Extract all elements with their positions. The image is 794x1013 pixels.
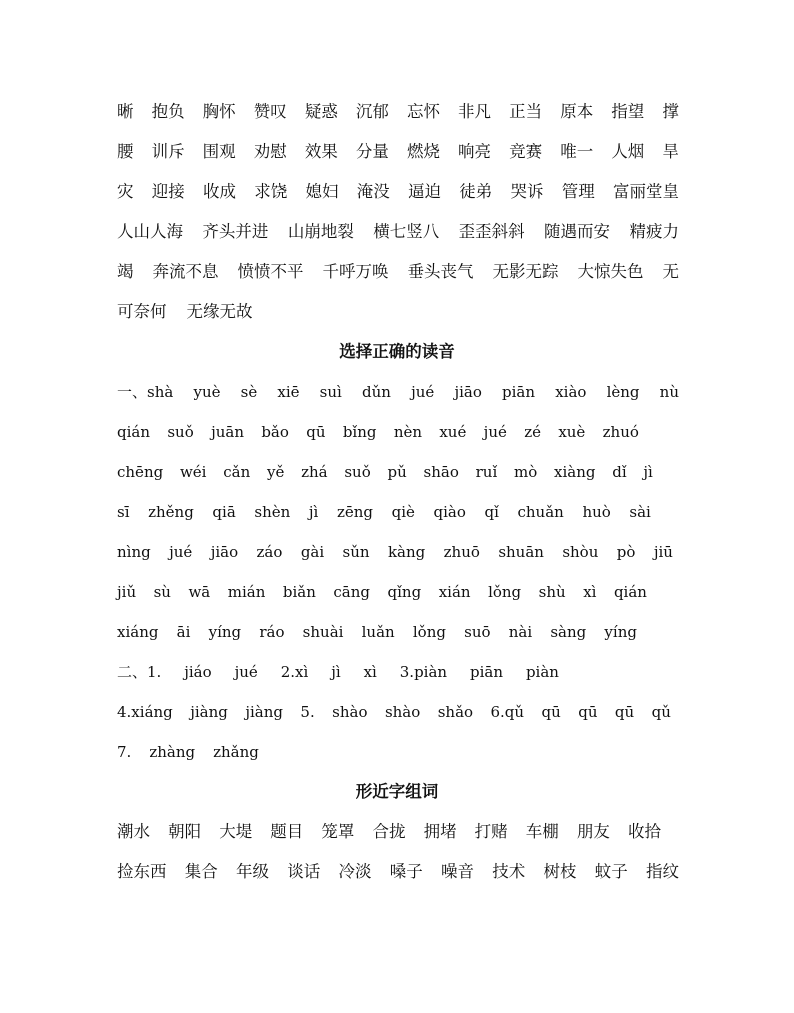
word-item: qū xyxy=(614,703,635,721)
vocab-line-3 xyxy=(117,180,679,204)
word-item: qǐng xyxy=(387,583,422,601)
word-item: 7. xyxy=(117,743,132,761)
word-item: āi xyxy=(176,623,191,641)
word-item: 一、shà xyxy=(117,383,174,401)
word-item: qián xyxy=(117,423,151,441)
word-item: 大惊失色 xyxy=(577,262,644,281)
word-item: 齐头并进 xyxy=(202,222,269,241)
word-item: 无 xyxy=(662,262,679,281)
word-item: 捡东西 xyxy=(117,862,167,881)
word-item: 指望 xyxy=(611,102,645,121)
word-item: 沉郁 xyxy=(355,102,389,121)
word-item: 歪歪斜斜 xyxy=(458,222,525,241)
word-item: 无影无踪 xyxy=(492,262,559,281)
word-item: zhàng xyxy=(149,743,196,761)
word-item: 赞叹 xyxy=(253,102,287,121)
word-item: qǔ xyxy=(651,703,671,721)
word-item: 燃烧 xyxy=(406,142,440,161)
section-heading-pronunciation: 选择正确的读音 xyxy=(339,342,455,361)
word-item: nù xyxy=(659,383,679,401)
word-item: xiàng xyxy=(554,463,596,481)
word-item: qiào xyxy=(433,503,466,521)
word-item: 收拾 xyxy=(627,822,661,841)
word-item: wā xyxy=(188,583,211,601)
word-item: jiāo xyxy=(210,543,239,561)
word-item: sī xyxy=(117,503,130,521)
word-item: bǎo xyxy=(261,423,289,441)
word-item: chēng xyxy=(117,463,164,481)
word-item: nài xyxy=(508,623,533,641)
word-item: qǐ xyxy=(484,503,499,521)
word-item: 打赌 xyxy=(474,822,508,841)
word-item: 唯一 xyxy=(560,142,594,161)
word-item: 响亮 xyxy=(458,142,492,161)
word-item: 集合 xyxy=(184,862,218,881)
word-item: 管理 xyxy=(561,182,595,201)
word-item: 灾 xyxy=(117,182,134,201)
word-item: 效果 xyxy=(304,142,338,161)
word-item: xì xyxy=(583,583,597,601)
word-line-1 xyxy=(117,820,661,844)
word-item: qū xyxy=(541,703,561,721)
word-item: piān xyxy=(470,663,504,681)
word-item: 4.xiáng xyxy=(117,703,173,721)
word-item: qū xyxy=(578,703,598,721)
word-item: jì xyxy=(643,463,653,481)
word-item: sǔn xyxy=(342,543,370,561)
word-item: zhá xyxy=(301,463,328,481)
word-item: xuè xyxy=(558,423,586,441)
word-item: xì xyxy=(363,663,377,681)
word-item: 噪音 xyxy=(441,862,474,881)
word-item: gài xyxy=(300,543,325,561)
word-item: 3.piàn xyxy=(399,663,448,681)
word-item: xián xyxy=(438,583,471,601)
word-item: qiā xyxy=(212,503,236,521)
word-item: suō xyxy=(464,623,491,641)
pinyin-line-9 xyxy=(117,700,671,724)
word-item: 朝阳 xyxy=(168,822,202,841)
word-item: juān xyxy=(211,423,244,441)
word-item: kàng xyxy=(387,543,426,561)
word-item: dǐ xyxy=(612,463,627,481)
word-item: 腰 xyxy=(117,142,134,161)
word-item: 撑 xyxy=(662,102,679,121)
pinyin-line-7 xyxy=(117,620,637,644)
word-item: yíng xyxy=(604,623,637,641)
word-item: 二、1. xyxy=(117,663,162,681)
word-item: ráo xyxy=(259,623,285,641)
word-item: 淹没 xyxy=(356,182,390,201)
pinyin-line-3 xyxy=(117,460,653,484)
word-item: jiāo xyxy=(454,383,482,401)
word-item: zé xyxy=(524,423,541,441)
word-item: 迎接 xyxy=(151,182,185,201)
word-item: 车棚 xyxy=(525,822,559,841)
word-item: 谈话 xyxy=(287,862,321,881)
word-item: shuān xyxy=(498,543,544,561)
word-item: ruǐ xyxy=(475,463,498,481)
word-item: yíng xyxy=(208,623,242,641)
word-item: 随遇而安 xyxy=(544,222,611,241)
word-item: 横七竖八 xyxy=(373,222,440,241)
word-item: 非凡 xyxy=(458,102,492,121)
word-item: 疑惑 xyxy=(304,102,338,121)
word-item: 忘怀 xyxy=(406,102,440,121)
word-item: qū xyxy=(306,423,326,441)
word-item: 精疲力 xyxy=(629,222,679,241)
word-item: 合拢 xyxy=(372,822,406,841)
word-item: jiáo xyxy=(184,663,212,681)
word-item: 哭诉 xyxy=(510,182,544,201)
word-item: jiū xyxy=(653,543,673,561)
word-item: 技术 xyxy=(492,862,526,881)
word-item: 媳妇 xyxy=(305,182,339,201)
word-item: shǎo xyxy=(437,703,474,721)
word-item: 原本 xyxy=(560,102,594,121)
word-item: luǎn xyxy=(361,623,395,641)
word-item: zēng xyxy=(336,503,373,521)
word-item: 竭 xyxy=(117,262,134,281)
word-item: lèng xyxy=(606,383,640,401)
pinyin-line-4 xyxy=(117,500,651,524)
word-item: jué xyxy=(234,663,258,681)
pinyin-line-5 xyxy=(117,540,673,564)
word-item: jiǔ xyxy=(117,583,137,601)
word-item: sàng xyxy=(550,623,587,641)
word-item: 围观 xyxy=(202,142,236,161)
word-item: 晰 xyxy=(117,102,134,121)
word-item: 潮水 xyxy=(117,822,150,841)
pinyin-line-2 xyxy=(117,420,639,444)
word-item: yuè xyxy=(193,383,221,401)
word-item: shòu xyxy=(562,543,599,561)
word-item: chuǎn xyxy=(517,503,564,521)
word-item: nìng xyxy=(117,543,151,561)
word-item: 年级 xyxy=(236,862,269,881)
word-item: lǒng xyxy=(412,623,446,641)
word-item: zhǎng xyxy=(213,743,259,761)
word-item: qiè xyxy=(391,503,415,521)
word-item: 冷淡 xyxy=(338,862,372,881)
vocab-line-4 xyxy=(117,220,679,244)
word-item: jì xyxy=(308,503,319,521)
word-item: jué xyxy=(169,543,193,561)
word-item: piān xyxy=(502,383,536,401)
word-item: shèn xyxy=(254,503,291,521)
word-item: sù xyxy=(153,583,171,601)
word-item: xiáng xyxy=(117,623,159,641)
word-item: 2.xì xyxy=(280,663,309,681)
word-item: 旱 xyxy=(662,142,679,161)
word-item: 题目 xyxy=(270,822,304,841)
word-item: 富丽堂皇 xyxy=(613,182,679,201)
word-item: mián xyxy=(227,583,266,601)
word-item: 指纹 xyxy=(646,862,679,881)
word-item: 奔流不息 xyxy=(152,262,219,281)
word-item: 训斥 xyxy=(151,142,185,161)
word-item: 人山人海 xyxy=(117,222,183,241)
word-item: cāng xyxy=(333,583,371,601)
pinyin-line-10 xyxy=(117,740,679,764)
word-item: shào xyxy=(332,703,368,721)
word-item: 可奈何 xyxy=(117,302,167,321)
word-item: zhěng xyxy=(148,503,194,521)
word-item: zhuō xyxy=(443,543,480,561)
word-item: huò xyxy=(582,503,611,521)
word-item: shù xyxy=(538,583,566,601)
word-item: suì xyxy=(319,383,342,401)
word-item: 人烟 xyxy=(611,142,645,161)
word-item: 竞赛 xyxy=(509,142,543,161)
word-item: 胸怀 xyxy=(202,102,236,121)
word-item: záo xyxy=(256,543,283,561)
word-item: 6.qǔ xyxy=(490,703,525,721)
word-item: biǎn xyxy=(282,583,316,601)
word-item: 拥堵 xyxy=(423,822,457,841)
vocab-line-1 xyxy=(117,100,679,124)
word-line-2 xyxy=(117,860,679,884)
vocab-line-2 xyxy=(117,140,679,164)
word-item: 逼迫 xyxy=(408,182,441,201)
word-item: 求饶 xyxy=(254,182,288,201)
word-item: 5. xyxy=(300,703,315,721)
vocab-line-6 xyxy=(117,300,679,324)
pinyin-line-8 xyxy=(117,660,559,684)
word-item: xué xyxy=(439,423,467,441)
word-item: 劝慰 xyxy=(253,142,287,161)
word-item: 千呼万唤 xyxy=(322,262,389,281)
word-item: jué xyxy=(411,383,435,401)
word-item: pò xyxy=(616,543,636,561)
word-item: nèn xyxy=(393,423,423,441)
word-item: wéi xyxy=(179,463,207,481)
word-item: 大堤 xyxy=(219,822,253,841)
word-item: suǒ xyxy=(167,423,194,441)
word-item: yě xyxy=(266,463,285,481)
word-item: jì xyxy=(331,663,341,681)
word-item: 愤愤不平 xyxy=(237,262,304,281)
word-item: sè xyxy=(240,383,258,401)
pinyin-line-6 xyxy=(117,580,647,604)
word-item: shào xyxy=(384,703,421,721)
word-item: cǎn xyxy=(223,463,251,481)
word-item: shāo xyxy=(423,463,459,481)
section-heading-similar-chars: 形近字组词 xyxy=(355,782,439,801)
word-item: lǒng xyxy=(488,583,522,601)
word-item: jiàng xyxy=(190,703,228,721)
word-item: 垂头丧气 xyxy=(407,262,474,281)
word-item: 无缘无故 xyxy=(186,302,253,321)
word-item: 正当 xyxy=(509,102,543,121)
word-item: 收成 xyxy=(203,182,236,201)
word-item: bǐng xyxy=(342,423,377,441)
word-item: qián xyxy=(613,583,647,601)
word-item: suǒ xyxy=(344,463,371,481)
vocab-line-5 xyxy=(117,260,679,284)
word-item: jiàng xyxy=(245,703,283,721)
word-item: sài xyxy=(629,503,651,521)
word-item: dǔn xyxy=(361,383,391,401)
word-item: 山崩地裂 xyxy=(287,222,354,241)
pinyin-line-1 xyxy=(117,380,679,404)
word-item: 嗓子 xyxy=(389,862,423,881)
word-item: zhuó xyxy=(602,423,639,441)
word-item: 分量 xyxy=(355,142,389,161)
word-item: xiào xyxy=(555,383,587,401)
word-item: mò xyxy=(514,463,538,481)
word-item: 徒弟 xyxy=(459,182,493,201)
word-item: xiē xyxy=(277,383,300,401)
word-item: piàn xyxy=(525,663,559,681)
word-item: 树枝 xyxy=(543,862,577,881)
word-item: shuài xyxy=(302,623,344,641)
word-item: 抱负 xyxy=(151,102,185,121)
word-item: pǔ xyxy=(387,463,407,481)
word-item: 朋友 xyxy=(576,822,610,841)
word-item: 笼罩 xyxy=(321,822,355,841)
word-item: jué xyxy=(483,423,507,441)
word-item: 蚊子 xyxy=(594,862,628,881)
